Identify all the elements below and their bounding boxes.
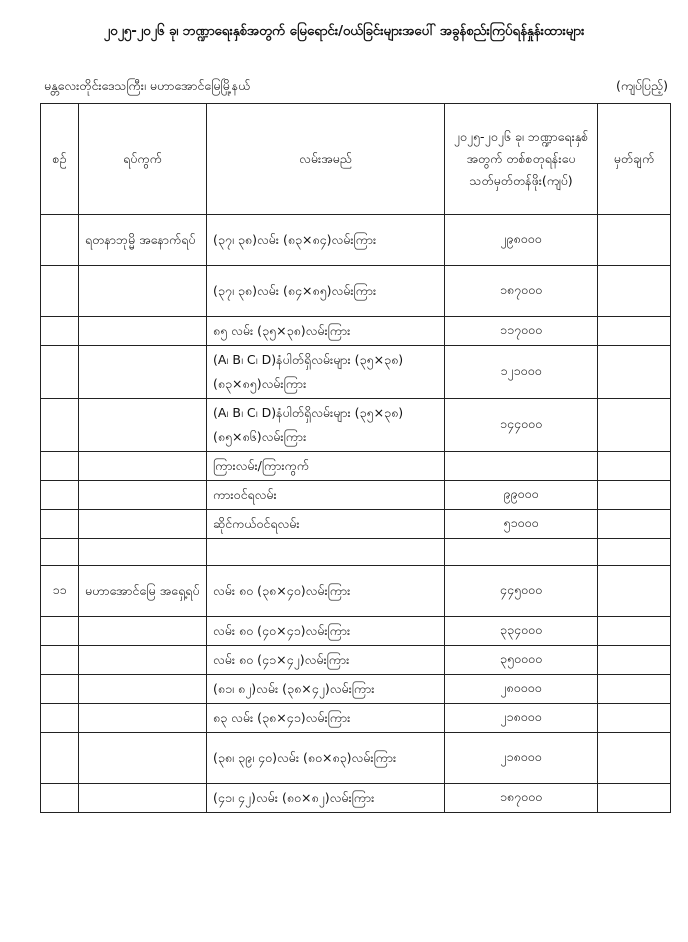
row-no xyxy=(41,646,79,675)
header-remark: မှတ်ချက် xyxy=(598,104,671,215)
row-no xyxy=(41,784,79,813)
region-label: မန္တလေးတိုင်းဒေသကြီး၊ မဟာအောင်မြေမြို့နယ် xyxy=(44,78,251,93)
row-no xyxy=(41,539,79,566)
row-no xyxy=(41,675,79,704)
header-no: စဉ် xyxy=(41,104,79,215)
table-row xyxy=(41,784,671,813)
row-remark xyxy=(598,452,671,481)
row-quarter xyxy=(79,317,207,346)
row-quarter xyxy=(79,784,207,813)
rate-table xyxy=(40,103,671,813)
row-rate: ၁၈၇၀၀၀ xyxy=(445,784,598,813)
table-row xyxy=(41,566,671,617)
row-no xyxy=(41,215,79,266)
row-no: ၁၁ xyxy=(41,566,79,617)
table-row xyxy=(41,266,671,317)
row-remark xyxy=(598,481,671,510)
row-street: လမ်း ၈၀ (၄၁×၄၂)လမ်းကြား xyxy=(207,646,445,675)
row-street: (၃၇၊ ၃၈)လမ်း (၈၃×၈၄)လမ်းကြား xyxy=(207,215,445,266)
row-rate: ၃၃၄၀၀၀ xyxy=(445,617,598,646)
row-no xyxy=(41,266,79,317)
row-street xyxy=(207,539,445,566)
row-street: ၈၃ လမ်း (၃၈×၄၁)လမ်းကြား xyxy=(207,704,445,733)
row-no xyxy=(41,317,79,346)
currency-unit: (ကျပ်ပြည့်) xyxy=(615,78,668,93)
row-remark xyxy=(598,566,671,617)
row-remark xyxy=(598,399,671,452)
row-street: လမ်း ၈၀ (၄၀×၄၁)လမ်းကြား xyxy=(207,617,445,646)
table-row xyxy=(41,646,671,675)
row-no xyxy=(41,399,79,452)
table-row xyxy=(41,733,671,784)
row-quarter xyxy=(79,704,207,733)
row-remark xyxy=(598,646,671,675)
row-rate xyxy=(445,452,598,481)
row-rate: ၁၂၁၀၀၀ xyxy=(445,346,598,399)
row-no xyxy=(41,346,79,399)
header-quarter: ရပ်ကွက် xyxy=(79,104,207,215)
row-street: (A၊ B၊ C၊ D)နံပါတ်ရှိလမ်းများ (၃၅×၃၈)(၈၃×၈၅)လမ်းကြား xyxy=(207,346,445,399)
row-street: လမ်း ၈၀ (၃၈×၄၀)လမ်းကြား xyxy=(207,566,445,617)
row-rate: ၅၁၀၀၀ xyxy=(445,510,598,539)
row-quarter: ရတနာဘုမ္မိ အနောက်ရပ် xyxy=(79,215,207,266)
row-quarter: မဟာအောင်မြေ အရှေ့ရပ် xyxy=(79,566,207,617)
row-no xyxy=(41,510,79,539)
row-street: (A၊ B၊ C၊ D)နံပါတ်ရှိလမ်းများ (၃၅×၃၈)(၈၅×၈၆)လမ်းကြား xyxy=(207,399,445,452)
row-remark xyxy=(598,510,671,539)
row-street: ကြားလမ်း/ကြားကွက် xyxy=(207,452,445,481)
row-quarter xyxy=(79,733,207,784)
row-no xyxy=(41,481,79,510)
table-row xyxy=(41,399,671,452)
row-street: (၃၈၊ ၃၉၊ ၄၀)လမ်း (၈၀×၈၃)လမ်းကြား xyxy=(207,733,445,784)
table-row xyxy=(41,215,671,266)
row-no xyxy=(41,704,79,733)
row-quarter xyxy=(79,646,207,675)
row-remark xyxy=(598,675,671,704)
row-rate: ၃၅၀၀၀၀ xyxy=(445,646,598,675)
table-row xyxy=(41,510,671,539)
row-remark xyxy=(598,266,671,317)
page-title: ၂၀၂၅-၂၀၂၆ ခု၊ ဘဏ္ဍာရေးနှစ်အတွက် မြေရောင်း/ဝယ်ခြင်းများအပေါ် အခွန်စည်းကြပ်ရန်နှုန်းထားများ xyxy=(103,23,585,39)
row-remark xyxy=(598,346,671,399)
row-rate: ၁၄၄၀၀၀ xyxy=(445,399,598,452)
row-quarter xyxy=(79,539,207,566)
row-no xyxy=(41,452,79,481)
table-row xyxy=(41,617,671,646)
row-quarter xyxy=(79,346,207,399)
row-rate: ၂၉၈၀၀၀ xyxy=(445,215,598,266)
table-row xyxy=(41,675,671,704)
row-no xyxy=(41,733,79,784)
row-quarter xyxy=(79,510,207,539)
table-row xyxy=(41,452,671,481)
row-remark xyxy=(598,784,671,813)
row-street: ဆိုင်ကယ်ဝင်ရလမ်း xyxy=(207,510,445,539)
row-quarter xyxy=(79,399,207,452)
row-quarter xyxy=(79,617,207,646)
row-rate: ၂၁၈၀၀၀ xyxy=(445,704,598,733)
row-remark xyxy=(598,617,671,646)
row-no xyxy=(41,617,79,646)
row-rate: ၂၁၈၀၀၀ xyxy=(445,733,598,784)
row-quarter xyxy=(79,675,207,704)
row-rate: ၁၈၇၀၀၀ xyxy=(445,266,598,317)
row-street: (၃၇၊ ၃၈)လမ်း (၈၄×၈၅)လမ်းကြား xyxy=(207,266,445,317)
table-row xyxy=(41,539,671,566)
row-rate: ၉၉၀၀၀ xyxy=(445,481,598,510)
row-street: ကားဝင်ရလမ်း xyxy=(207,481,445,510)
row-remark xyxy=(598,704,671,733)
row-street: (၄၁၊ ၄၂)လမ်း (၈၀×၈၂)လမ်းကြား xyxy=(207,784,445,813)
row-street: ၈၅ လမ်း (၃၅×၃၈)လမ်းကြား xyxy=(207,317,445,346)
row-street: (၈၁၊ ၈၂)လမ်း (၃၈×၄၂)လမ်းကြား xyxy=(207,675,445,704)
table-row xyxy=(41,346,671,399)
row-rate: ၄၄၅၀၀၀ xyxy=(445,566,598,617)
row-remark xyxy=(598,539,671,566)
table-row xyxy=(41,317,671,346)
row-remark xyxy=(598,317,671,346)
row-quarter xyxy=(79,266,207,317)
row-quarter xyxy=(79,452,207,481)
row-rate: ၂၈၀၀၀၀ xyxy=(445,675,598,704)
header-street: လမ်းအမည် xyxy=(207,104,445,215)
row-remark xyxy=(598,215,671,266)
table-row xyxy=(41,481,671,510)
row-quarter xyxy=(79,481,207,510)
table-row xyxy=(41,704,671,733)
row-remark xyxy=(598,733,671,784)
header-rate: ၂၀၂၅-၂၀၂၆ ခု၊ ဘဏ္ဍာရေးနှစ်အတွက် တစ်စတုရန်းပေ သတ်မှတ်တန်ဖိုး(ကျပ်) xyxy=(445,104,598,215)
header-row xyxy=(41,104,671,215)
row-rate: ၁၁၇၀၀၀ xyxy=(445,317,598,346)
row-rate xyxy=(445,539,598,566)
